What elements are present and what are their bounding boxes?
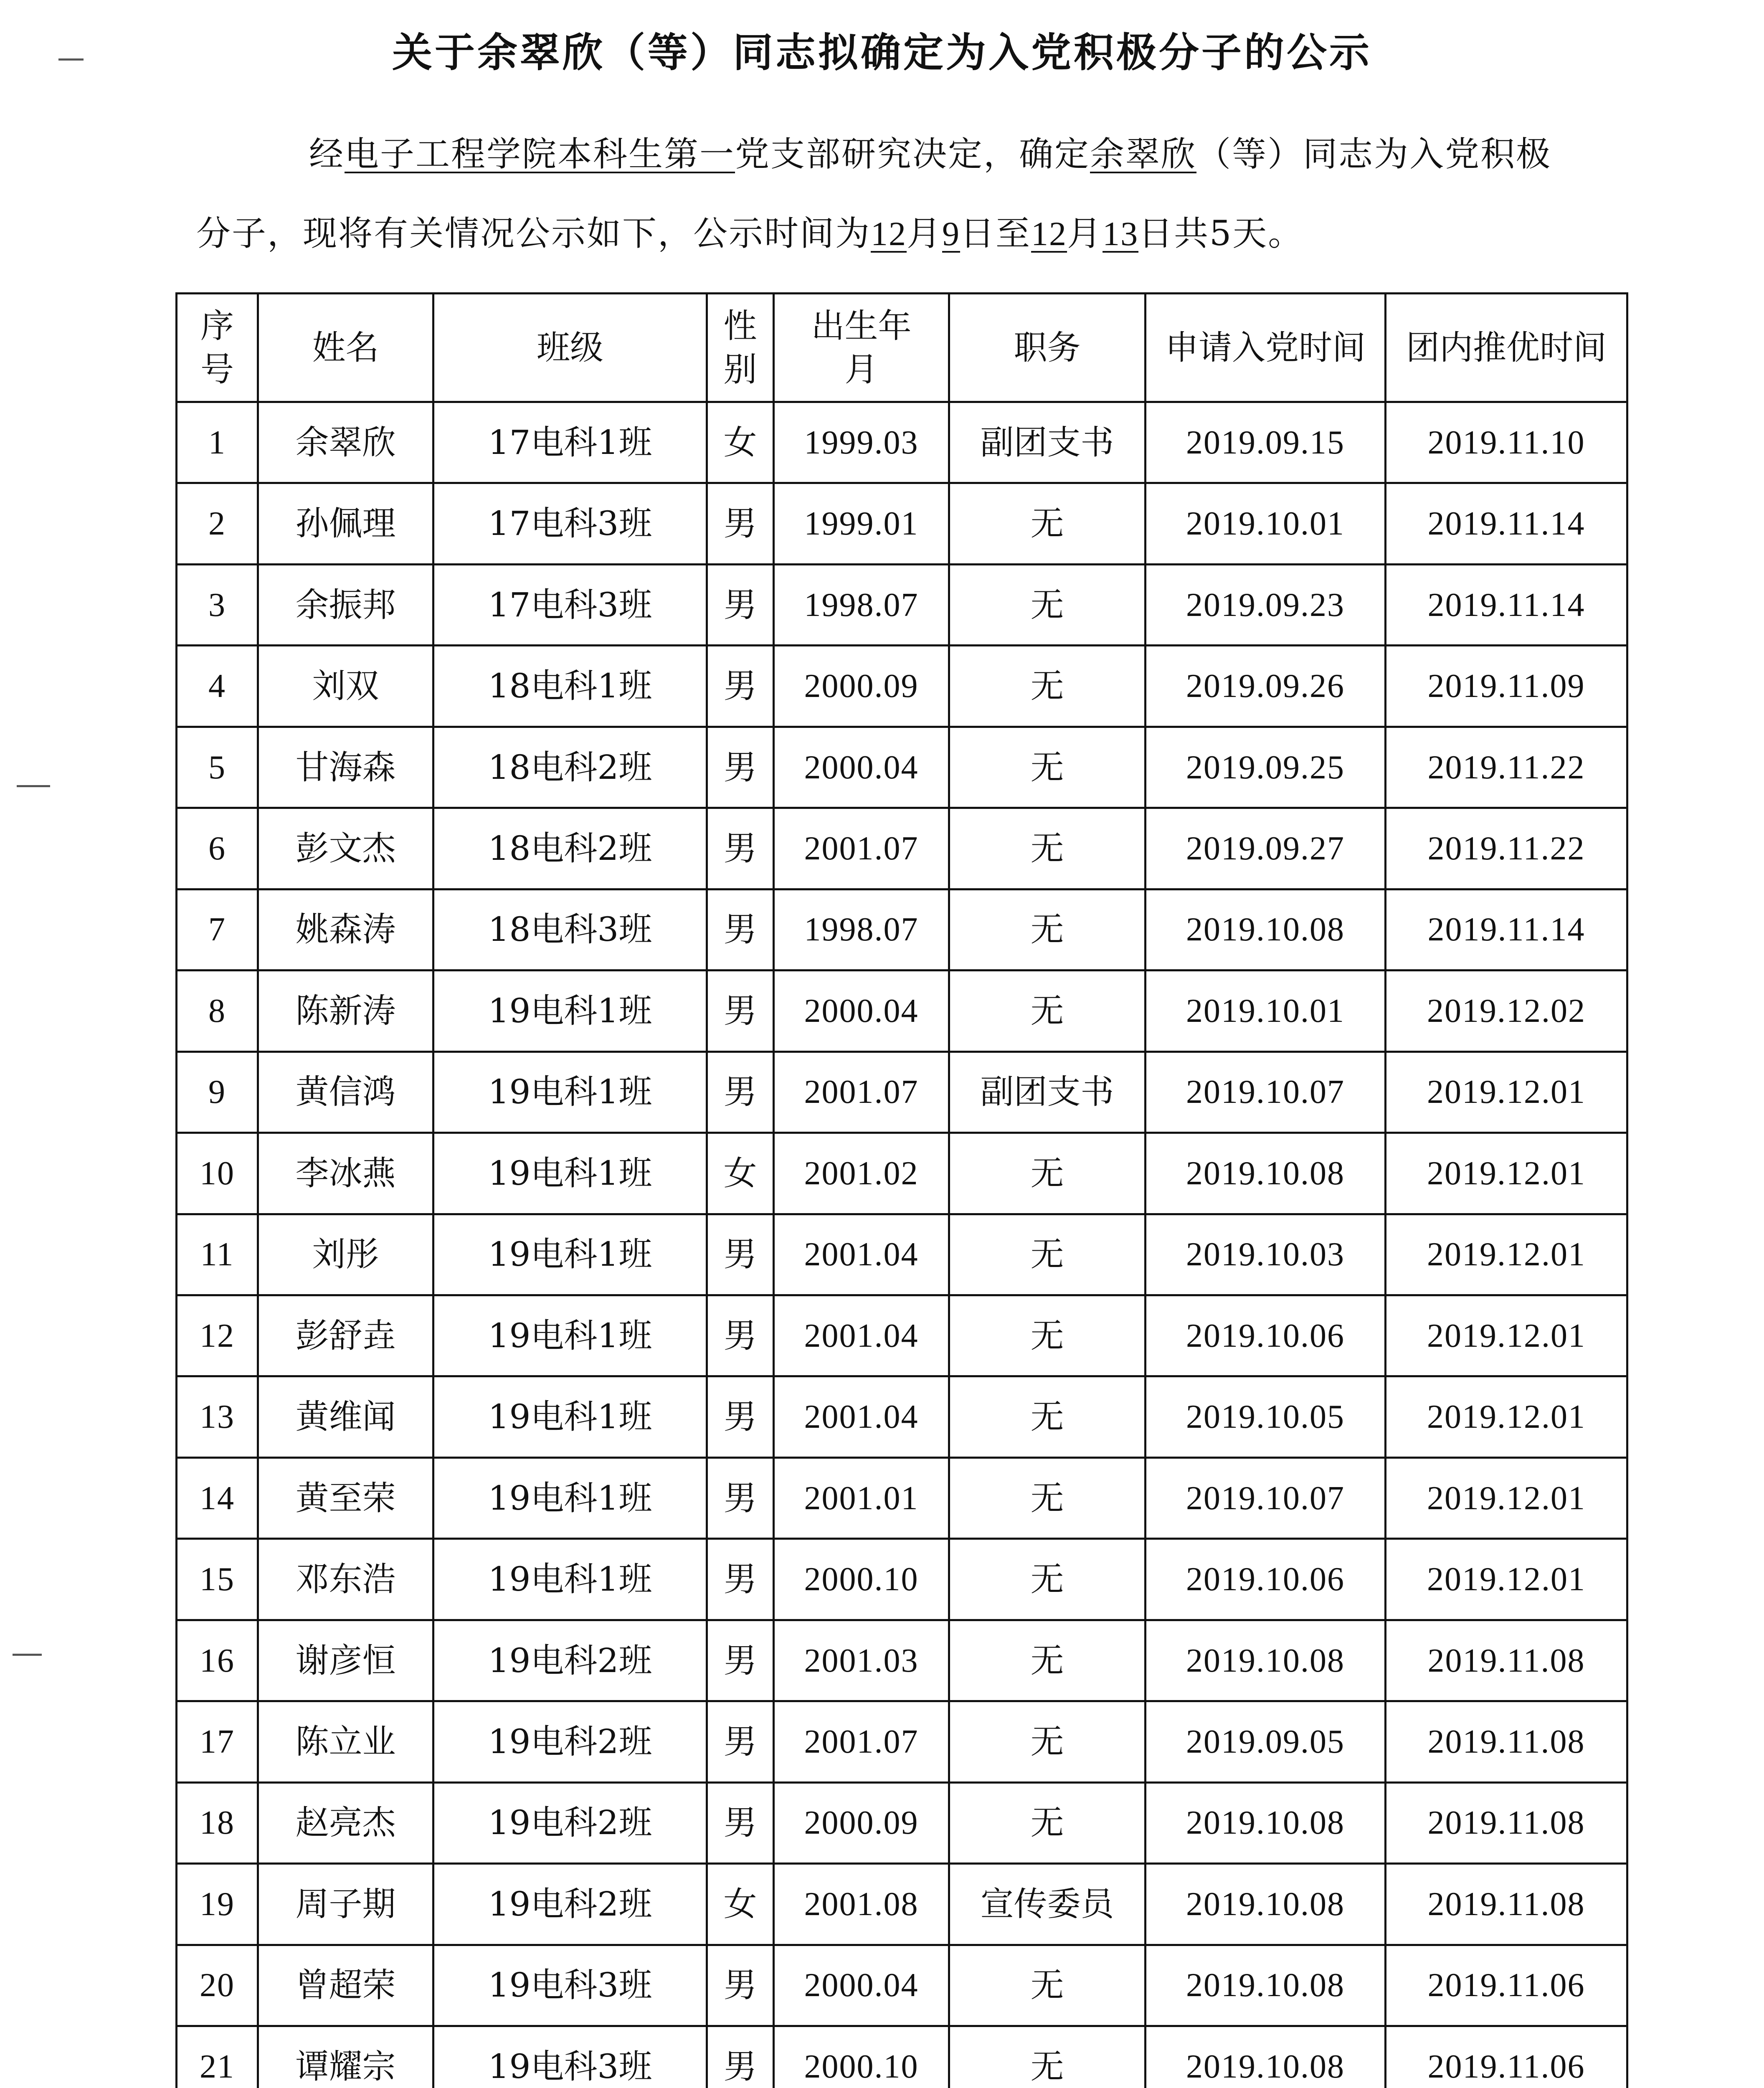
cell-index: 2 — [177, 483, 258, 564]
cell-recommend-date: 2019.11.09 — [1386, 646, 1627, 727]
cell-recommend-date: 2019.12.01 — [1386, 1295, 1627, 1376]
cell-index: 16 — [177, 1620, 258, 1701]
cell-class: 17电科3班 — [433, 564, 707, 645]
cell-class: 19电科1班 — [433, 1376, 707, 1457]
cell-apply-date: 2019.10.01 — [1146, 483, 1386, 564]
cell-position: 无 — [949, 727, 1146, 808]
cell-gender: 男 — [707, 727, 774, 808]
cell-name: 陈立业 — [258, 1701, 433, 1782]
table-header-row — [177, 294, 1627, 402]
cell-name: 余振邦 — [258, 564, 433, 645]
intro-text: 经 — [309, 134, 345, 174]
cell-index: 13 — [177, 1376, 258, 1457]
table-row — [177, 727, 1627, 808]
cell-position: 无 — [949, 1620, 1146, 1701]
cell-birth: 2001.03 — [774, 1620, 949, 1701]
cell-name: 刘彤 — [258, 1214, 433, 1295]
cell-index: 21 — [177, 2026, 258, 2088]
cell-position: 无 — [949, 1701, 1146, 1782]
cell-birth: 2001.07 — [774, 808, 949, 889]
cell-name: 甘海森 — [258, 727, 433, 808]
cell-apply-date: 2019.10.07 — [1146, 1052, 1386, 1133]
candidate-name: 余翠欣 — [1090, 134, 1197, 174]
cell-recommend-date: 2019.11.22 — [1386, 727, 1627, 808]
end-month: 12 — [1031, 215, 1067, 253]
cell-gender: 男 — [707, 889, 774, 970]
cell-gender: 女 — [707, 402, 774, 483]
cell-gender: 男 — [707, 1052, 774, 1133]
document-title: 关于余翠欣（等）同志拟确定为入党积极分子的公示 — [392, 29, 1372, 76]
intro-text: 分子，现将有关情况公示如下，公示时间为 — [196, 214, 871, 253]
cell-name: 彭文杰 — [258, 808, 433, 889]
cell-name: 陈新涛 — [258, 971, 433, 1052]
cell-recommend-date: 2019.11.22 — [1386, 808, 1627, 889]
scan-mark — [13, 1654, 42, 1656]
cell-recommend-date: 2019.12.01 — [1386, 1214, 1627, 1295]
header-recommend-date: 团内推优时间 — [1386, 294, 1627, 402]
cell-gender: 男 — [707, 483, 774, 564]
table-row — [177, 1701, 1627, 1782]
cell-birth: 2001.04 — [774, 1214, 949, 1295]
cell-name: 刘双 — [258, 646, 433, 727]
table-row — [177, 564, 1627, 645]
cell-apply-date: 2019.10.08 — [1146, 1620, 1386, 1701]
cell-apply-date: 2019.09.27 — [1146, 808, 1386, 889]
start-day: 9 — [942, 215, 961, 253]
cell-gender: 男 — [707, 1620, 774, 1701]
cell-position: 无 — [949, 808, 1146, 889]
cell-name: 黄维闻 — [258, 1376, 433, 1457]
cell-name: 邓东浩 — [258, 1539, 433, 1620]
cell-position: 无 — [949, 483, 1146, 564]
cell-gender: 男 — [707, 1539, 774, 1620]
cell-class: 19电科1班 — [433, 1457, 707, 1538]
cell-recommend-date: 2019.11.06 — [1386, 2026, 1627, 2088]
cell-class: 18电科3班 — [433, 889, 707, 970]
cell-apply-date: 2019.09.25 — [1146, 727, 1386, 808]
cell-recommend-date: 2019.11.08 — [1386, 1864, 1627, 1945]
cell-index: 3 — [177, 564, 258, 645]
cell-index: 7 — [177, 889, 258, 970]
intro-line-2 — [196, 192, 1639, 276]
intro-text: 月 — [907, 214, 943, 253]
table-row — [177, 971, 1627, 1052]
cell-index: 9 — [177, 1052, 258, 1133]
table-row — [177, 808, 1627, 889]
cell-name: 李冰燕 — [258, 1133, 433, 1214]
cell-birth: 2000.09 — [774, 1782, 949, 1863]
cell-name: 黄至荣 — [258, 1457, 433, 1538]
cell-name: 谢彦恒 — [258, 1620, 433, 1701]
cell-birth: 1998.07 — [774, 889, 949, 970]
table-row — [177, 1133, 1627, 1214]
cell-class: 19电科1班 — [433, 1295, 707, 1376]
cell-recommend-date: 2019.11.14 — [1386, 483, 1627, 564]
table-row — [177, 402, 1627, 483]
cell-recommend-date: 2019.11.10 — [1386, 402, 1627, 483]
cell-recommend-date: 2019.12.01 — [1386, 1052, 1627, 1133]
cell-class: 19电科2班 — [433, 1620, 707, 1701]
header-name: 姓名 — [258, 294, 433, 402]
cell-apply-date: 2019.10.08 — [1146, 2026, 1386, 2088]
cell-apply-date: 2019.10.06 — [1146, 1295, 1386, 1376]
table-row — [177, 1052, 1627, 1133]
cell-position: 副团支书 — [949, 402, 1146, 483]
cell-birth: 2000.10 — [774, 1539, 949, 1620]
cell-gender: 男 — [707, 1457, 774, 1538]
cell-apply-date: 2019.09.26 — [1146, 646, 1386, 727]
cell-name: 黄信鸿 — [258, 1052, 433, 1133]
cell-index: 1 — [177, 402, 258, 483]
table-row — [177, 1214, 1627, 1295]
cell-class: 19电科2班 — [433, 1864, 707, 1945]
cell-apply-date: 2019.10.08 — [1146, 1782, 1386, 1863]
cell-apply-date: 2019.09.23 — [1146, 564, 1386, 645]
cell-birth: 2001.07 — [774, 1052, 949, 1133]
cell-apply-date: 2019.10.08 — [1146, 889, 1386, 970]
cell-birth: 2001.01 — [774, 1457, 949, 1538]
intro-text: 日至 — [960, 214, 1032, 253]
table-row — [177, 1539, 1627, 1620]
table-row — [177, 1945, 1627, 2026]
cell-index: 10 — [177, 1133, 258, 1214]
table-row — [177, 646, 1627, 727]
cell-birth: 2000.04 — [774, 971, 949, 1052]
cell-position: 无 — [949, 1457, 1146, 1538]
cell-recommend-date: 2019.12.01 — [1386, 1133, 1627, 1214]
cell-position: 无 — [949, 889, 1146, 970]
cell-index: 15 — [177, 1539, 258, 1620]
cell-position: 无 — [949, 1295, 1146, 1376]
cell-name: 曾超荣 — [258, 1945, 433, 2026]
cell-name: 孙佩理 — [258, 483, 433, 564]
cell-birth: 2001.04 — [774, 1376, 949, 1457]
cell-apply-date: 2019.10.08 — [1146, 1133, 1386, 1214]
cell-class: 19电科2班 — [433, 1701, 707, 1782]
cell-apply-date: 2019.10.03 — [1146, 1214, 1386, 1295]
cell-gender: 男 — [707, 1214, 774, 1295]
cell-birth: 2000.04 — [774, 727, 949, 808]
cell-index: 17 — [177, 1701, 258, 1782]
cell-gender: 男 — [707, 2026, 774, 2088]
cell-recommend-date: 2019.11.08 — [1386, 1620, 1627, 1701]
table-body — [177, 402, 1627, 2088]
cell-class: 19电科2班 — [433, 1782, 707, 1863]
cell-position: 无 — [949, 1214, 1146, 1295]
cell-class: 19电科1班 — [433, 1052, 707, 1133]
cell-birth: 2000.09 — [774, 646, 949, 727]
cell-birth: 2001.04 — [774, 1295, 949, 1376]
cell-name: 余翠欣 — [258, 402, 433, 483]
cell-class: 17电科3班 — [433, 483, 707, 564]
cell-recommend-date: 2019.11.08 — [1386, 1782, 1627, 1863]
header-apply-date: 申请入党时间 — [1146, 294, 1386, 402]
cell-name: 姚森涛 — [258, 889, 433, 970]
cell-apply-date: 2019.10.08 — [1146, 1864, 1386, 1945]
cell-position: 无 — [949, 1133, 1146, 1214]
cell-recommend-date: 2019.11.14 — [1386, 889, 1627, 970]
intro-text: 日共5天。 — [1138, 214, 1304, 253]
cell-index: 6 — [177, 808, 258, 889]
cell-birth: 1999.03 — [774, 402, 949, 483]
header-index: 序号 — [177, 294, 258, 402]
cell-index: 19 — [177, 1864, 258, 1945]
intro-line-1 — [309, 113, 1639, 196]
cell-position: 无 — [949, 1945, 1146, 2026]
cell-class: 19电科1班 — [433, 1214, 707, 1295]
cell-index: 11 — [177, 1214, 258, 1295]
cell-position: 无 — [949, 564, 1146, 645]
cell-gender: 男 — [707, 1376, 774, 1457]
table-row — [177, 1295, 1627, 1376]
table-row — [177, 889, 1627, 970]
cell-birth: 2001.07 — [774, 1701, 949, 1782]
cell-birth: 2000.10 — [774, 2026, 949, 2088]
table-row — [177, 483, 1627, 564]
cell-position: 无 — [949, 1539, 1146, 1620]
intro-text: 党支部研究决定，确定 — [735, 134, 1090, 174]
cell-gender: 男 — [707, 1782, 774, 1863]
cell-gender: 男 — [707, 1701, 774, 1782]
branch-name: 电子工程学院本科生第一 — [345, 134, 735, 174]
cell-position: 宣传委员 — [949, 1864, 1146, 1945]
cell-position: 无 — [949, 1782, 1146, 1863]
end-day: 13 — [1102, 215, 1139, 253]
header-class: 班级 — [433, 294, 707, 402]
cell-birth: 1999.01 — [774, 483, 949, 564]
table-row — [177, 1457, 1627, 1538]
cell-recommend-date: 2019.12.01 — [1386, 1457, 1627, 1538]
cell-recommend-date: 2019.12.01 — [1386, 1539, 1627, 1620]
cell-index: 12 — [177, 1295, 258, 1376]
header-position: 职务 — [949, 294, 1146, 402]
cell-name: 谭耀宗 — [258, 2026, 433, 2088]
cell-gender: 男 — [707, 808, 774, 889]
table-row — [177, 1864, 1627, 1945]
cell-position: 无 — [949, 646, 1146, 727]
table-row — [177, 1782, 1627, 1863]
cell-recommend-date: 2019.12.02 — [1386, 971, 1627, 1052]
cell-recommend-date: 2019.12.01 — [1386, 1376, 1627, 1457]
cell-position: 无 — [949, 1376, 1146, 1457]
cell-birth: 2000.04 — [774, 1945, 949, 2026]
cell-name: 周子期 — [258, 1864, 433, 1945]
intro-text: （等）同志为入党积极 — [1196, 134, 1552, 174]
cell-class: 19电科1班 — [433, 1539, 707, 1620]
cell-gender: 男 — [707, 646, 774, 727]
cell-index: 20 — [177, 1945, 258, 2026]
start-month: 12 — [871, 215, 907, 253]
cell-apply-date: 2019.10.01 — [1146, 971, 1386, 1052]
cell-apply-date: 2019.10.05 — [1146, 1376, 1386, 1457]
cell-class: 18电科1班 — [433, 646, 707, 727]
table-row — [177, 1376, 1627, 1457]
cell-apply-date: 2019.10.07 — [1146, 1457, 1386, 1538]
cell-position: 副团支书 — [949, 1052, 1146, 1133]
cell-class: 18电科2班 — [433, 808, 707, 889]
cell-gender: 男 — [707, 1945, 774, 2026]
cell-apply-date: 2019.10.06 — [1146, 1539, 1386, 1620]
scan-mark — [17, 785, 50, 787]
table-row — [177, 2026, 1627, 2088]
candidates-table — [175, 292, 1628, 2088]
cell-gender: 男 — [707, 564, 774, 645]
cell-birth: 2001.02 — [774, 1133, 949, 1214]
header-gender: 性别 — [707, 294, 774, 402]
cell-gender: 女 — [707, 1133, 774, 1214]
intro-text: 月 — [1067, 214, 1103, 253]
cell-position: 无 — [949, 2026, 1146, 2088]
cell-index: 14 — [177, 1457, 258, 1538]
cell-gender: 男 — [707, 971, 774, 1052]
cell-birth: 1998.07 — [774, 564, 949, 645]
cell-class: 18电科2班 — [433, 727, 707, 808]
cell-apply-date: 2019.10.08 — [1146, 1945, 1386, 2026]
cell-apply-date: 2019.09.15 — [1146, 402, 1386, 483]
cell-index: 18 — [177, 1782, 258, 1863]
cell-gender: 女 — [707, 1864, 774, 1945]
cell-name: 赵亮杰 — [258, 1782, 433, 1863]
table-row — [177, 1620, 1627, 1701]
cell-birth: 2001.08 — [774, 1864, 949, 1945]
cell-recommend-date: 2019.11.14 — [1386, 564, 1627, 645]
cell-gender: 男 — [707, 1295, 774, 1376]
cell-class: 17电科1班 — [433, 402, 707, 483]
cell-index: 5 — [177, 727, 258, 808]
cell-apply-date: 2019.09.05 — [1146, 1701, 1386, 1782]
cell-class: 19电科3班 — [433, 1945, 707, 2026]
header-birth: 出生年月 — [774, 294, 949, 402]
cell-class: 19电科3班 — [433, 2026, 707, 2088]
cell-name: 彭舒垚 — [258, 1295, 433, 1376]
cell-class: 19电科1班 — [433, 971, 707, 1052]
cell-recommend-date: 2019.11.08 — [1386, 1701, 1627, 1782]
cell-class: 19电科1班 — [433, 1133, 707, 1214]
cell-index: 4 — [177, 646, 258, 727]
cell-index: 8 — [177, 971, 258, 1052]
cell-position: 无 — [949, 971, 1146, 1052]
cell-recommend-date: 2019.11.06 — [1386, 1945, 1627, 2026]
